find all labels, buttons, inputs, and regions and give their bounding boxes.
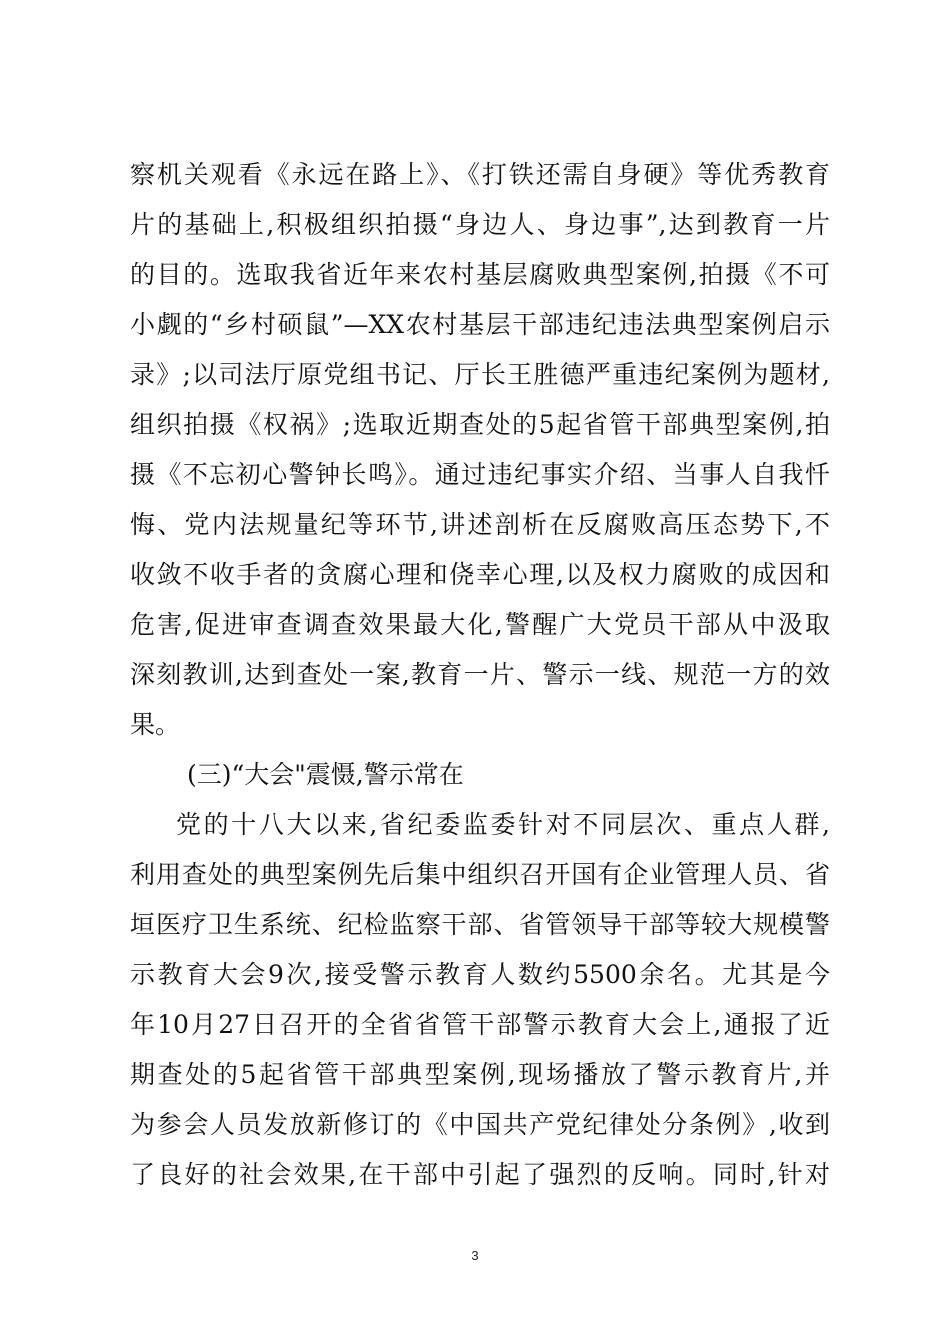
text-line: 垣医疗卫生系统、纪检监察干部、省管领导干部等较大规模警	[130, 910, 830, 939]
text-line: 小觑的“乡村硕鼠”—XX农村基层干部违纪违法典型案例启示	[130, 310, 830, 339]
text-line: 的目的。选取我省近年来农村基层腐败典型案例,拍摄《不可	[130, 260, 830, 289]
text-line: 察机关观看《永远在路上》、《打铁还需自身硬》等优秀教育	[130, 160, 830, 189]
text-line: 危害,促进审查调查效果最大化,警醒广大党员干部从中汲取	[130, 610, 830, 639]
text-line: 了良好的社会效果,在干部中引起了强烈的反响。同时,针对	[130, 1160, 830, 1189]
text-line: 深刻教训,达到查处一案,教育一片、警示一线、规范一方的效	[130, 660, 830, 689]
paragraph-first-line: 党的十八大以来,省纪委监委针对不同层次、重点人群,	[176, 810, 830, 839]
text-line: 果。	[130, 710, 181, 739]
text-line: 摄《不忘初心警钟长鸣》。通过违纪事实介绍、当事人自我忏	[130, 460, 830, 489]
text-line: 示教育大会9次,接受警示教育人数约5500余名。尤其是今	[130, 960, 830, 989]
text-line: 录》;以司法厅原党组书记、厅长王胜德严重违纪案例为题材,	[130, 360, 830, 389]
text-line: 利用查处的典型案例先后集中组织召开国有企业管理人员、省	[130, 860, 830, 889]
text-line: 悔、党内法规量纪等环节,讲述剖析在反腐败高压态势下,不	[130, 510, 830, 539]
section-heading: (三)“大会"震慑,警示常在	[187, 760, 464, 789]
text-line: 片的基础上,积极组织拍摄“身边人、身边事”,达到教育一片	[130, 210, 830, 239]
text-line: 组织拍摄《权祸》;选取近期查处的5起省管干部典型案例,拍	[130, 410, 830, 439]
text-line: 为参会人员发放新修订的《中国共产党纪律处分条例》,收到	[130, 1110, 830, 1139]
text-line: 收敛不收手者的贪腐心理和侥幸心理,以及权力腐败的成因和	[130, 560, 830, 589]
page-number: 3	[471, 1248, 479, 1263]
text-line: 年10月27日召开的全省省管干部警示教育大会上,通报了近	[130, 1010, 830, 1039]
body-text	[130, 150, 830, 1200]
text-line: 期查处的5起省管干部典型案例,现场播放了警示教育片,并	[130, 1060, 830, 1089]
